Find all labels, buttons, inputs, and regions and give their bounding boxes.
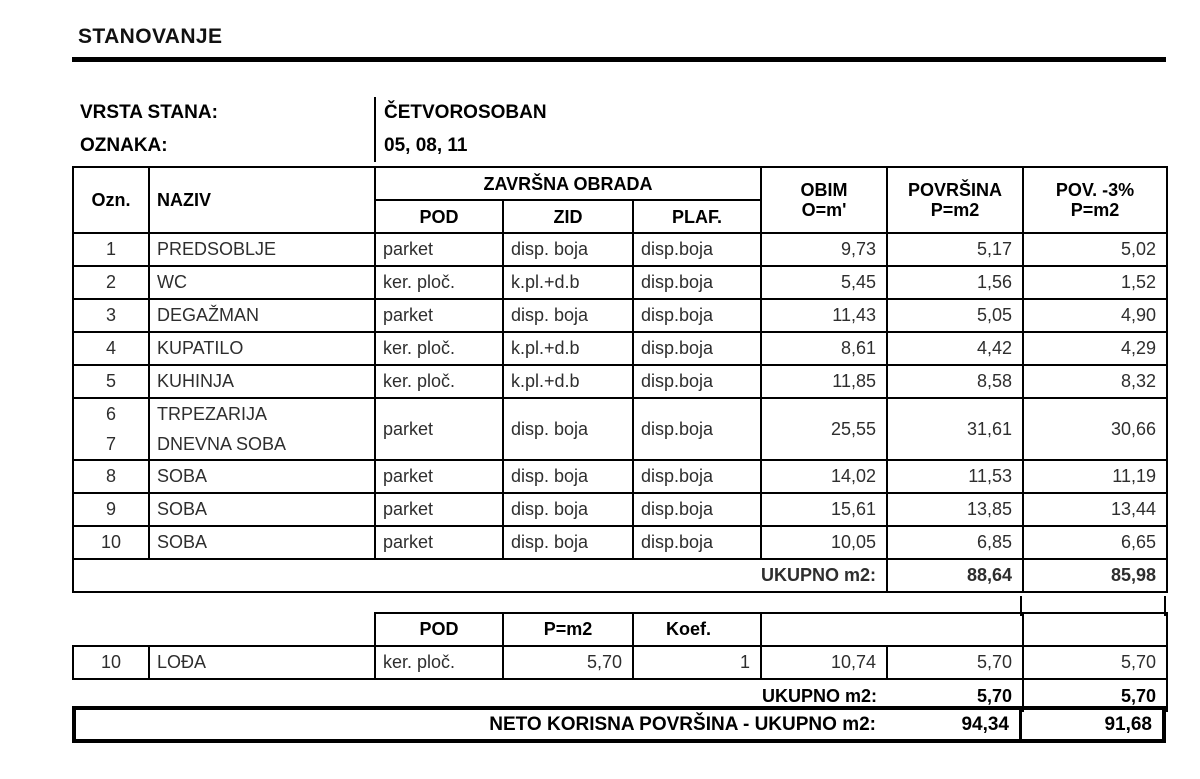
title-rule [72, 57, 1166, 62]
table-row-degazman [73, 299, 1167, 332]
cell-zid: disp. boja [503, 233, 633, 266]
loggia-col-header-pm2: P=m2 [503, 613, 633, 646]
cell-naziv: KUPATILO [149, 332, 375, 365]
cell-ozn: 3 [73, 299, 149, 332]
cell-povrsina: 13,85 [887, 493, 1023, 526]
cell-ozn: 1 [73, 233, 149, 266]
cell-obim: 11,43 [761, 299, 887, 332]
cell-pov3: 4,90 [1023, 299, 1167, 332]
cell-plaf: disp.boja [633, 332, 761, 365]
cell-pod: ker. ploč. [375, 365, 503, 398]
loggia-header-row [73, 613, 1167, 646]
cell-pov3: 8,32 [1023, 365, 1167, 398]
col-header-pov-minus-3-line2: P=m2 [1070, 200, 1120, 220]
col-header-obim-line1: OBIM [800, 180, 848, 200]
cell-plaf: disp.boja [633, 460, 761, 493]
cell-plaf: disp.boja [633, 365, 761, 398]
cell-pov3: 5,02 [1023, 233, 1167, 266]
cell-obim: 14,02 [761, 460, 887, 493]
cell-ozn: 10 [73, 526, 149, 559]
col-header-obim-line2: O=m' [801, 200, 847, 220]
col-header-zid: ZID [503, 200, 633, 233]
col-header-povrsina [887, 167, 1023, 233]
cell-pov3: 4,29 [1023, 332, 1167, 365]
cell-pod: parket [375, 233, 503, 266]
cell-zid: disp. boja [503, 493, 633, 526]
col-header-pod: POD [375, 200, 503, 233]
cell-ozn: 9 [73, 493, 149, 526]
cell-obim: 8,61 [761, 332, 887, 365]
cell-naziv-top: TRPEZARIJA [157, 404, 268, 424]
col-header-pov-minus-3 [1023, 167, 1167, 233]
table-row-kuhinja [73, 365, 1167, 398]
cell-ozn-top: 6 [105, 404, 116, 424]
loggia-header-blank-right [1023, 613, 1167, 646]
table-row-kupatilo [73, 332, 1167, 365]
cell-povrsina: 5,05 [887, 299, 1023, 332]
cell-plaf: disp.boja [633, 398, 761, 460]
page-title: STANOVANJE [78, 25, 223, 48]
loggia-table [72, 612, 1168, 712]
table-row-soba-9 [73, 493, 1167, 526]
cell-pod: parket [375, 460, 503, 493]
info-row-oznaka [72, 129, 1166, 162]
cell-pod: parket [375, 299, 503, 332]
cell-zid: disp. boja [503, 460, 633, 493]
col-header-zavrsna-obrada: ZAVRŠNA OBRADA [375, 167, 761, 200]
cell-povrsina: 11,53 [887, 460, 1023, 493]
cell-obim: 10,74 [761, 646, 887, 679]
cell-naziv: LOĐA [149, 646, 375, 679]
neto-povrsina: 94,34 [886, 710, 1022, 739]
apartment-info-block [72, 96, 1166, 163]
cell-obim: 15,61 [761, 493, 887, 526]
cell-zid: disp. boja [503, 299, 633, 332]
cell-naziv: PREDSOBLJE [149, 233, 375, 266]
cell-pov3: 6,65 [1023, 526, 1167, 559]
table-row-soba-8 [73, 460, 1167, 493]
col-header-naziv: NAZIV [149, 167, 375, 233]
cell-naziv-merged [149, 398, 375, 460]
cell-zid: k.pl.+d.b [503, 266, 633, 299]
cell-pod: ker. ploč. [375, 266, 503, 299]
neto-total-bar [72, 706, 1166, 743]
oznaka-label: OZNAKA: [80, 134, 168, 156]
cell-obim: 5,45 [761, 266, 887, 299]
cell-plaf: disp.boja [633, 299, 761, 332]
cell-ozn-merged [73, 398, 149, 460]
cell-koef: 1 [633, 646, 761, 679]
cell-zid: disp. boja [503, 526, 633, 559]
cell-naziv-bottom: DNEVNA SOBA [157, 434, 287, 454]
col-header-plaf: PLAF. [633, 200, 761, 233]
cell-obim: 10,05 [761, 526, 887, 559]
cell-pov3: 13,44 [1023, 493, 1167, 526]
col-header-pov-minus-3-line1: POV. -3% [1055, 180, 1135, 200]
cell-ozn: 10 [73, 646, 149, 679]
loggia-col-header-pod: POD [375, 613, 503, 646]
ukupno-pov3: 85,98 [1023, 559, 1167, 592]
cell-ozn: 8 [73, 460, 149, 493]
ukupno-povrsina: 88,64 [887, 559, 1023, 592]
rooms-table [72, 166, 1168, 593]
loggia-ukupno-label: UKUPNO m2: [761, 685, 877, 706]
cell-povrsina: 1,56 [887, 266, 1023, 299]
col-header-povrsina-line1: POVRŠINA [907, 180, 1003, 200]
table-row-predsoblje [73, 233, 1167, 266]
oznaka-value: 05, 08, 11 [384, 134, 468, 156]
cell-obim: 11,85 [761, 365, 887, 398]
cell-pod: parket [375, 493, 503, 526]
cell-obim: 25,55 [761, 398, 887, 460]
cell-naziv: SOBA [149, 526, 375, 559]
cell-pod: parket [375, 526, 503, 559]
cell-ozn: 4 [73, 332, 149, 365]
cell-pm2: 5,70 [503, 646, 633, 679]
cell-obim: 9,73 [761, 233, 887, 266]
col-header-ozn: Ozn. [73, 167, 149, 233]
cell-plaf: disp.boja [633, 233, 761, 266]
cell-pov3: 11,19 [1023, 460, 1167, 493]
cell-pod: ker. ploč. [375, 332, 503, 365]
cell-plaf: disp.boja [633, 266, 761, 299]
cell-plaf: disp.boja [633, 493, 761, 526]
cell-naziv: WC [149, 266, 375, 299]
cell-zid: disp. boja [503, 398, 633, 460]
cell-pod: ker. ploč. [375, 646, 503, 679]
loggia-header-blank [761, 613, 1023, 646]
cell-naziv: DEGAŽMAN [149, 299, 375, 332]
table-row-wc [73, 266, 1167, 299]
cell-naziv: SOBA [149, 493, 375, 526]
cell-zid: k.pl.+d.b [503, 332, 633, 365]
ukupno-row [73, 559, 1167, 592]
info-row-vrsta [72, 96, 1166, 129]
cell-povrsina: 31,61 [887, 398, 1023, 460]
loggia-ukupno-pov3: 5,70 [1023, 679, 1167, 712]
cell-naziv: SOBA [149, 460, 375, 493]
vrsta-stana-value: ČETVOROSOBAN [384, 101, 547, 123]
cell-plaf: disp.boja [633, 526, 761, 559]
cell-ozn-bottom: 7 [105, 434, 116, 454]
cell-povrsina: 4,42 [887, 332, 1023, 365]
cell-naziv: KUHINJA [149, 365, 375, 398]
cell-zid: k.pl.+d.b [503, 365, 633, 398]
header-row-1 [73, 167, 1167, 200]
neto-pov3: 91,68 [1104, 713, 1152, 735]
cell-pov3: 1,52 [1023, 266, 1167, 299]
col-header-obim [761, 167, 887, 233]
cell-pod: parket [375, 398, 503, 460]
info-divider-line [374, 97, 376, 162]
table-row-soba-10 [73, 526, 1167, 559]
cell-pov3: 5,70 [1023, 646, 1167, 679]
cell-povrsina: 6,85 [887, 526, 1023, 559]
loggia-col-header-koef: Koef. [633, 613, 761, 646]
vrsta-stana-label: VRSTA STANA: [80, 101, 218, 123]
cell-pov3: 30,66 [1023, 398, 1167, 460]
cell-ozn: 2 [73, 266, 149, 299]
cell-povrsina: 5,17 [887, 233, 1023, 266]
cell-povrsina: 8,58 [887, 365, 1023, 398]
cell-povrsina: 5,70 [887, 646, 1023, 679]
loggia-ukupno-povrsina: 5,70 [976, 685, 1012, 706]
table-row-trpezarija-dnevna-soba [73, 398, 1167, 460]
loggia-header-spacer [73, 613, 375, 646]
ukupno-label: UKUPNO m2: [73, 559, 887, 592]
cell-ozn: 5 [73, 365, 149, 398]
col-header-povrsina-line2: P=m2 [930, 200, 980, 220]
table-row-lodja [73, 646, 1167, 679]
neto-label: NETO KORISNA POVRŠINA - UKUPNO m2: [489, 713, 876, 735]
